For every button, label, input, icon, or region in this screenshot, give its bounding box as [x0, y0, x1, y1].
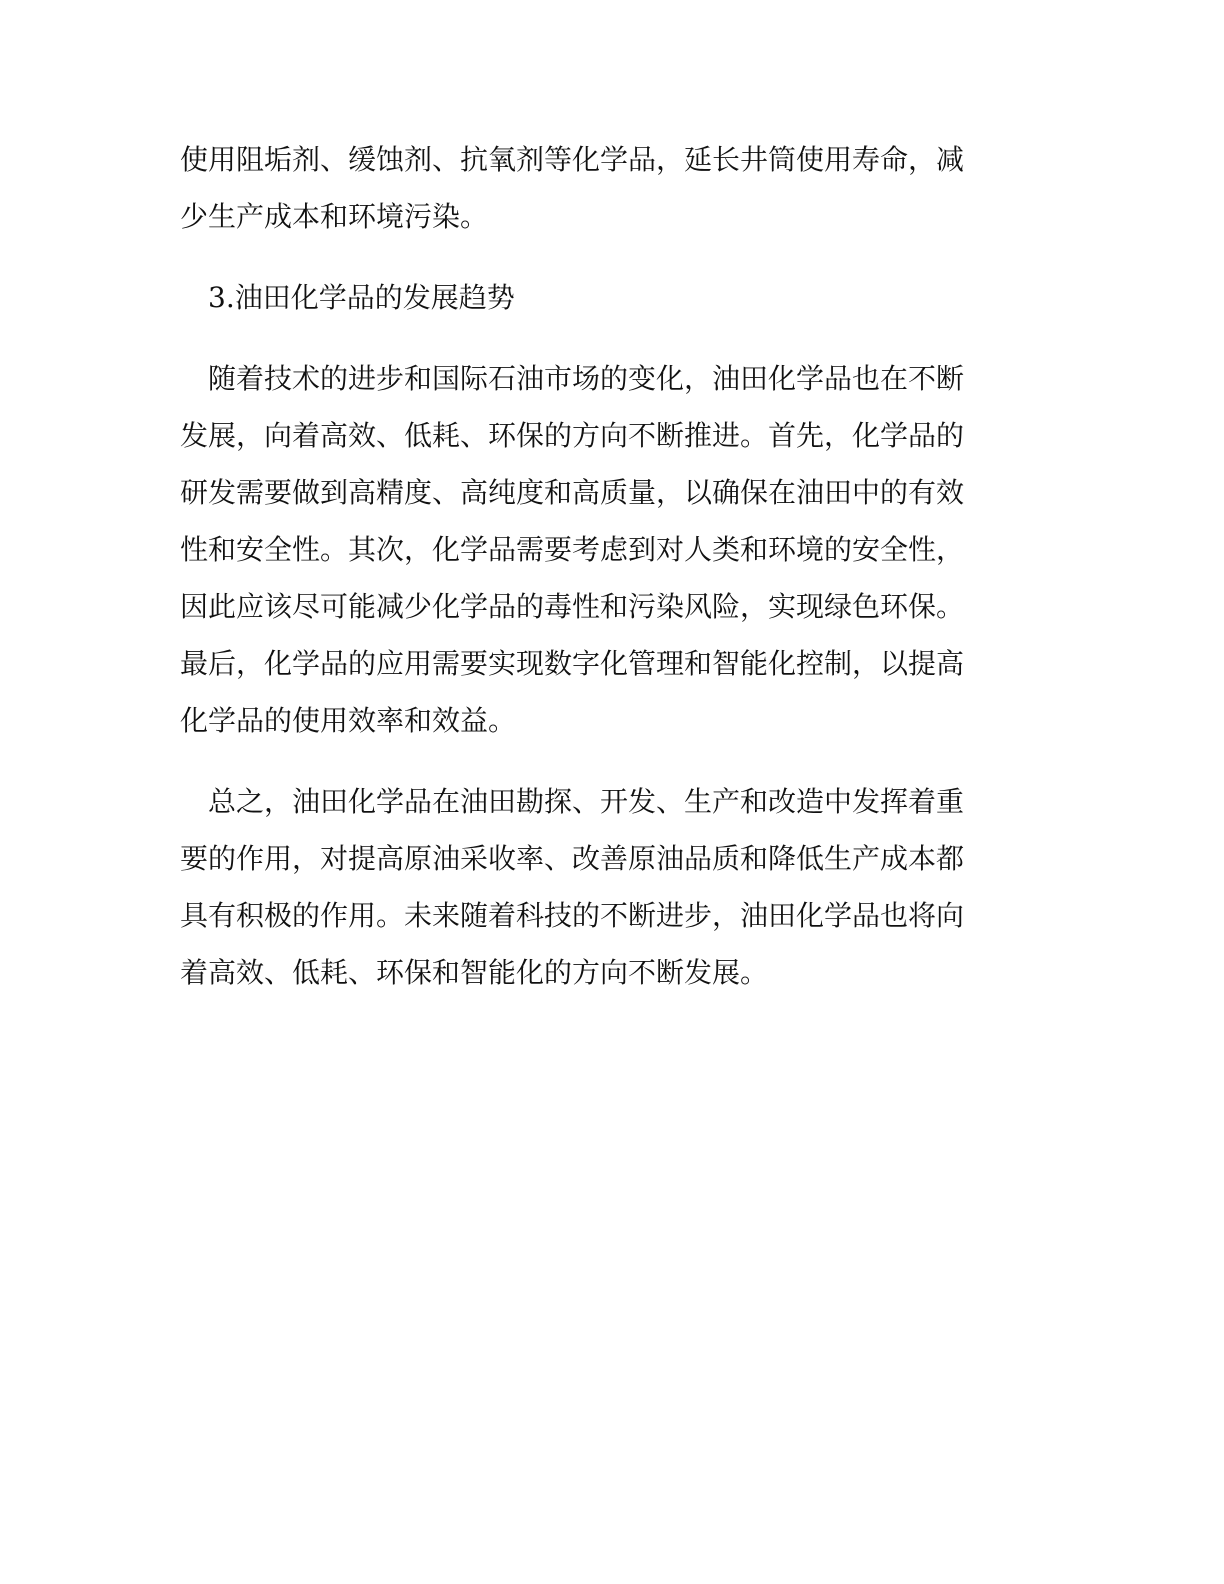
text-line: 使用阻垢剂、缓蚀剂、抗氧剂等化学品，延长井筒使用寿命，减	[180, 143, 965, 176]
heading-line: 3.油田化学品的发展趋势	[180, 281, 515, 314]
section-heading	[180, 269, 1028, 326]
text-line: 发展，向着高效、低耗、环保的方向不断推进。首先，化学品的	[180, 419, 965, 452]
text-line: 研发需要做到高精度、高纯度和高质量，以确保在油田中的有效	[180, 476, 965, 509]
text-line: 随着技术的进步和国际石油市场的变化，油田化学品也在不断	[180, 362, 965, 395]
text-line: 着高效、低耗、环保和智能化的方向不断发展。	[180, 956, 769, 989]
text-line: 因此应该尽可能减少化学品的毒性和污染风险，实现绿色环保。	[180, 590, 965, 623]
paragraph-trend	[180, 350, 1028, 749]
text-line: 最后，化学品的应用需要实现数字化管理和智能化控制，以提高	[180, 647, 965, 680]
text-line: 化学品的使用效率和效益。	[180, 704, 517, 737]
text-line: 总之，油田化学品在油田勘探、开发、生产和改造中发挥着重	[180, 785, 965, 818]
document-body	[180, 131, 1028, 1001]
text-line: 少生产成本和环境污染。	[180, 200, 489, 233]
text-line: 具有积极的作用。未来随着科技的不断进步，油田化学品也将向	[180, 899, 965, 932]
text-line: 性和安全性。其次，化学品需要考虑到对人类和环境的安全性，	[180, 533, 965, 566]
paragraph-continuation	[180, 131, 1028, 245]
text-line: 要的作用，对提高原油采收率、改善原油品质和降低生产成本都	[180, 842, 965, 875]
paragraph-conclusion	[180, 773, 1028, 1001]
